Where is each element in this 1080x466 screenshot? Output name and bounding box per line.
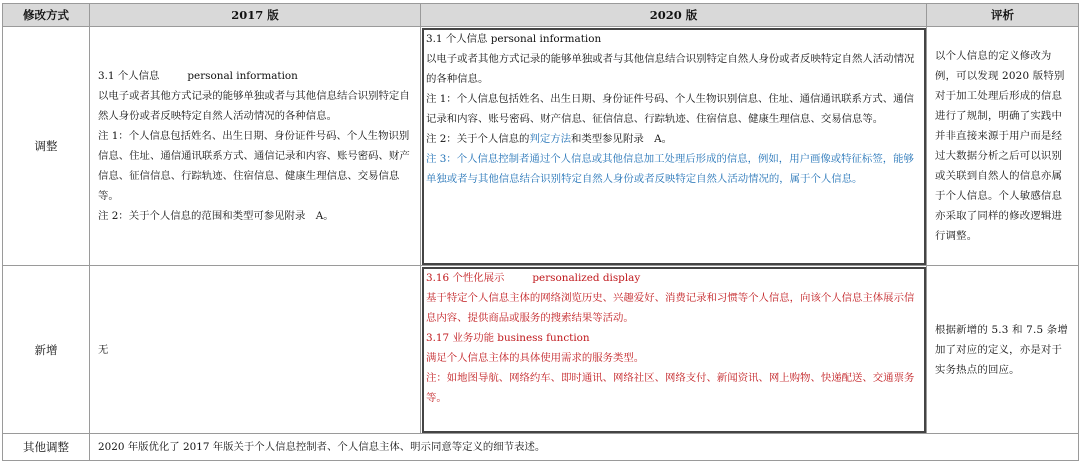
row-label-other: 其他调整 bbox=[3, 434, 90, 461]
note1-2020: 注 1：个人信息包括姓名、出生日期、身份证件号码、个人生物识别信息、住址、通信通讯联系方式、通信记录和内容、账号密码、财产信息、征信信息、行踪轨迹、住宿信息、健康生理信息、交易信息等。 bbox=[426, 93, 914, 125]
cell-2020-add bbox=[421, 266, 927, 434]
header-2017: 2017 版 bbox=[90, 4, 421, 27]
new-def-title-1 bbox=[426, 268, 918, 288]
new-def-body-2: 满足个人信息主体的具体使用需求的服务类型。 bbox=[426, 352, 645, 364]
comparison-table bbox=[2, 3, 1079, 461]
cell-2017-adjust bbox=[90, 27, 421, 266]
row-label-add: 新增 bbox=[3, 266, 90, 434]
definition-2020: 以电子或者其他方式记录的能够单独或者与其他信息结合识别特定自然人身份或者反映特定自然人活动情况的各种信息。 bbox=[426, 53, 915, 85]
definition-2017: 以电子或者其他方式记录的能够单独或者与其他信息结合识别特定自然人身份或者反映特定自然人活动情况的各种信息。 bbox=[98, 90, 410, 122]
header-2020: 2020 版 bbox=[421, 4, 927, 27]
header-row bbox=[3, 4, 1079, 27]
eval-add: 根据新增的 5.3 和 7.5 条增加了对应的定义，亦是对于实务热点的回应。 bbox=[927, 266, 1079, 434]
cell-2020-adjust bbox=[421, 27, 927, 266]
row-label-adjust: 调整 bbox=[3, 27, 90, 266]
note3-2020: 注 3：个人信息控制者通过个人信息或其他信息加工处理后形成的信息，例如，用户画像或特征标签，能够单独或者与其他信息结合识别特定自然人身份或者反映特定自然人活动情况的，属于个人信息。 bbox=[426, 153, 914, 185]
note2-2020-highlight: 判定方法 bbox=[529, 133, 571, 145]
title-cn-2017: 3.1 个人信息 bbox=[98, 70, 160, 82]
note2-2017: 注 2：关于个人信息的范围和类型可参见附录 A。 bbox=[98, 210, 334, 222]
def-title-2020: 3.1 个人信息 personal information bbox=[426, 33, 602, 45]
header-eval: 评析 bbox=[927, 4, 1079, 27]
note1-2017: 注 1：个人信息包括姓名、出生日期、身份证件号码、个人生物识别信息、住址、通信通讯联系方式、通信记录和内容、账号密码、财产信息、征信信息、行踪轨迹、住宿信息、健康生理信息、交易信息等。 bbox=[98, 130, 410, 202]
table-row-add bbox=[3, 266, 1079, 434]
note2-2020-prefix: 注 2：关于个人信息的 bbox=[426, 133, 530, 145]
table-row-adjust bbox=[3, 27, 1079, 266]
new-def-title-1-en: personalized display bbox=[532, 272, 641, 284]
header-method: 修改方式 bbox=[3, 4, 90, 27]
def-title-2017 bbox=[98, 66, 412, 86]
new-def-title-2: 3.17 业务功能 business function bbox=[426, 332, 590, 344]
table-row-other bbox=[3, 434, 1079, 461]
other-adjust-text: 2020 年版优化了 2017 年版关于个人信息控制者、个人信息主体、明示同意等定义的细节表述。 bbox=[90, 434, 1079, 461]
cell-2017-add: 无 bbox=[90, 266, 421, 434]
note2-2020-suffix: 和类型参见附录 A。 bbox=[571, 133, 673, 145]
new-def-body-1: 基于特定个人信息主体的网络浏览历史、兴趣爱好、消费记录和习惯等个人信息，向该个人信息主体展示信息内容、提供商品或服务的搜索结果等活动。 bbox=[426, 292, 915, 324]
eval-adjust: 以个人信息的定义修改为例，可以发现 2020 版特别对于加工处理后形成的信息进行了规制，明确了实践中并非直接来源于用户而是经过大数据分析之后可以识别或关联到自然人的信息亦属于个人信息。个人敏感信息亦采取了同样的修改逻辑进行调整。 bbox=[927, 27, 1079, 266]
title-en-2017: personal information bbox=[187, 70, 298, 82]
new-def-note: 注：如地图导航、网络约车、即时通讯、网络社区、网络支付、新闻资讯、网上购物、快递配送、交通票务等。 bbox=[426, 372, 915, 404]
note2-2020 bbox=[426, 129, 918, 149]
new-def-title-1-cn: 3.16 个性化展示 bbox=[426, 272, 505, 284]
